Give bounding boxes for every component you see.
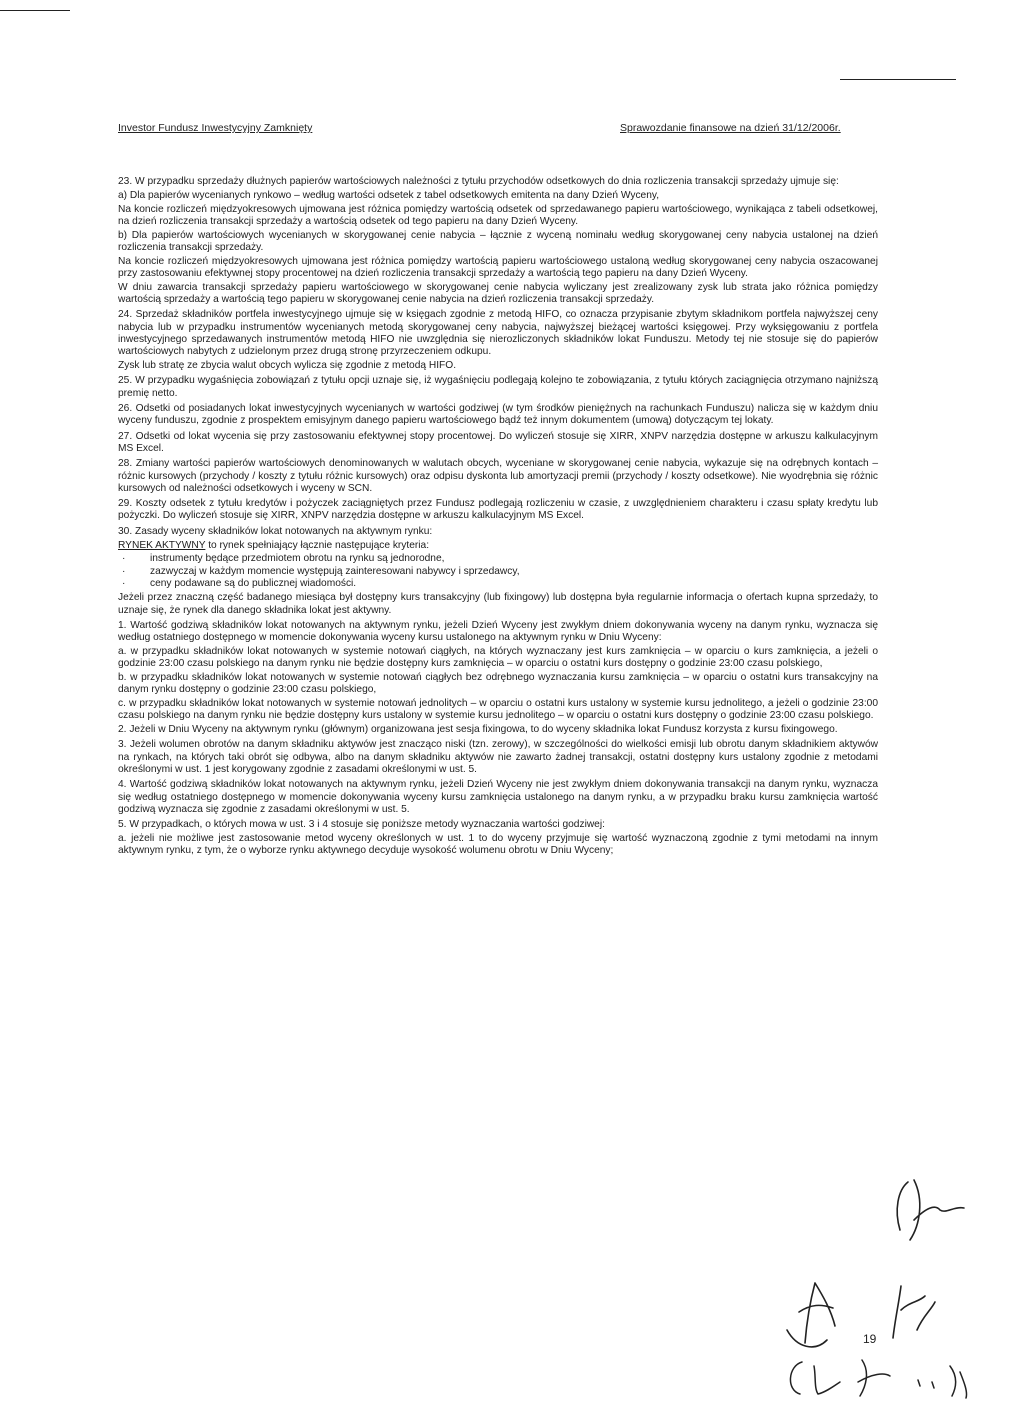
- criteria-item: · zazwyczaj w każdym momencie występują zainteresowani nabywcy i sprzedawcy,: [118, 566, 878, 578]
- paragraph: Na koncie rozliczeń międzyokresowych ujmowana jest różnica pomiędzy wartością papieru wartościowego ustaloną według skorygowanej ceny nabycia oszacowanej przy zastosowaniu efektywnej stopy procentowej na dzień rozliczenia transakcji sprzedaży a wartością tego papieru na dany Dzień Wyceny.: [118, 255, 878, 280]
- paragraph: 1. Wartość godziwą składników lokat notowanych na aktywnym rynku, jeżeli Dzień Wyceny jest zwykłym dniem dokonywania wyceny na danym rynku, wyznacza się według ostatniego dostępnego w momencie dokonywania wyceny kursu ustalonego na aktywnym rynku w Dniu Wyceny:: [118, 619, 878, 644]
- signature-initials-middle: [775, 1268, 945, 1358]
- paragraph: Na koncie rozliczeń międzyokresowych ujmowana jest różnica pomiędzy wartością odsetek od sprzedawanego papieru wartościowego, wynikająca z tabeli odsetkowej, na dzień rozliczenia transakcji sprzedaży a wartością odsetek od tego papieru na dany Dzień Wyceny.: [118, 203, 878, 227]
- document-body: [118, 176, 878, 859]
- paragraph: 23. W przypadku sprzedaży dłużnych papierów wartościowych należności z tytułu przychodów odsetkowych do dnia rozliczenia transakcji sprzedaży ujmuje się:: [118, 176, 839, 187]
- paragraph: Zysk lub stratę ze zbycia walut obcych wylicza się zgodnie z metodą HIFO.: [118, 360, 457, 372]
- paragraph: 4. Wartość godziwą składników lokat notowanych na aktywnym rynku, jeżeli Dzień Wyceny nie jest zwykłym dniem dokonywania transakcji na danym rynku, wyznacza się według ostatniego dostępnego w momencie dokonywania wyceny kursu zamknięcia ustalonego na danym rynku, a w przypadku braku kursu zamknięcia wartość godziwą wyznacza się zgodnie z zasadami określonymi w ust. 5.: [118, 779, 878, 815]
- market-definition: [118, 540, 878, 552]
- paragraph: Jeżeli przez znaczną część badanego miesiąca był dostępny kurs transakcyjny (lub fixingowy) lub dostępna była regularnie informacja o ofertach kupna sprzedaży, to uznaje się, że rynek dla danego składnika lokat jest aktywny.: [118, 592, 878, 616]
- paragraph: 3. Jeżeli wolumen obrotów na danym składniku aktywów jest znacząco niski (tzn. zerowy), w szczególności do wielkości emisji lub obrotu danym składnikiem aktywów na rynkach, na których taki obrót się odbywa, albo na danym składniku aktywów nie zawarto żadnej transakcji, ostatni dostępny kurs ustalony zgodnie z metodami określonymi w ust. 1 jest korygowany zgodnie z zasadami określonymi w ust. 5.: [118, 739, 878, 776]
- page-number: 19: [863, 1332, 877, 1346]
- paragraph: 2. Jeżeli w Dniu Wyceny na aktywnym rynku (głównym) organizowana jest sesja fixingowa, to do wyceny składnika lokat Fundusz korzysta z kursu fixingowego.: [118, 724, 838, 736]
- signature-bottom: [780, 1352, 1000, 1402]
- top-rule: [0, 10, 70, 11]
- paragraph: 26. Odsetki od posiadanych lokat inwestycyjnych wycenianych w wartości godziwej (w tym środków pieniężnych na rachunkach Funduszu) nalicza się w każdym dniu wyceny funduszu, zgodnie z prospektem emisyjnym danego papieru wartościowego bądź też innym dokumentem (umową) dotyczącym tej lokaty.: [118, 403, 878, 427]
- paragraph: 27. Odsetki od lokat wycenia się przy zastosowaniu efektywnej stopy procentowej. Do wyliczeń stosuje się XIRR, XNPV narzędzia dostępne w arkuszu kalkulacyjnym MS Excel.: [118, 430, 878, 454]
- header-report-title: Sprawozdanie finansowe na dzień 31/12/2006r.: [620, 122, 841, 134]
- paragraph: a. jeżeli nie możliwe jest zastosowanie metod wyceny określonych w ust. 1 to do wyceny przyjmuje się wartość wyznaczoną zgodnie z tymi metodami na innym aktywnym rynku, z tym, że o wyborze rynku aktywnego decyduje wysokość wolumenu obrotu w Dniu Wyceny;: [118, 833, 878, 857]
- market-term-rest: to rynek spełniający łącznie następujące kryteria:: [205, 539, 430, 551]
- paragraph: W dniu zawarcia transakcji sprzedaży papieru wartościowego w skorygowanej cenie nabycia wyliczany jest zrealizowany zysk lub strata jako różnica pomiędzy wartością sprzedaży a wartością tego papieru w skorygowanej cenie nabycia na dzień rozliczenia transakcji sprzedaży.: [118, 281, 878, 306]
- paragraph: 30. Zasady wyceny składników lokat notowanych na aktywnym rynku:: [118, 525, 433, 537]
- signature-initials-top: [880, 1170, 1020, 1250]
- criteria-item: · ceny podawane są do publicznej wiadomości.: [118, 578, 878, 590]
- paragraph: b) Dla papierów wartościowych wycenianych w skorygowanej cenie nabycia – łącznie z wyceną nominału według skorygowanej ceny nabycia ustalonej na dzień rozliczenia transakcji sprzedaży.: [118, 229, 878, 253]
- criteria-list: [118, 553, 878, 590]
- paragraph: c. w przypadku składników lokat notowanych w systemie notowań jednolitych – w oparciu o ostatni kurs ustalony w systemie kursu jednolitego, a jeżeli o godzinie 23:00 czasu polskiego na danym rynku nie będzie dostępny kurs ustalony w systemie kursu jednolitego – w oparciu o ostatni kurs dostępny o godzinie 23:00 czasu polskiego.: [118, 698, 878, 722]
- market-term: RYNEK AKTYWNY: [118, 539, 206, 551]
- top-rule-right: [840, 79, 956, 80]
- paragraph: 29. Koszty odsetek z tytułu kredytów i pożyczek zaciągniętych przez Fundusz podlegają rozliczeniu w czasie, z uwzględnieniem charakteru i czasu spłaty kredytu lub pożyczki. Do wyliczeń stosuje się XIRR, XNPV narzędzia dostępne w arkuszu kalkulacyjnym MS Excel.: [118, 498, 878, 522]
- criteria-item: · instrumenty będące przedmiotem obrotu na rynku są jednorodne,: [118, 553, 878, 565]
- paragraph: b. w przypadku składników lokat notowanych w systemie notowań ciągłych bez odrębnego wyznaczania kursu zamknięcia – w oparciu o ostatni kurs transakcyjny na danym rynku dostępny o godzinie 23:00 czasu polskiego,: [118, 671, 878, 696]
- paragraph: a. w przypadku składników lokat notowanych w systemie notowań ciągłych, na których wyznaczany jest kurs zamknięcia – w oparciu o kurs zamknięcia, a jeżeli o godzinie 23:00 czasu polskiego na danym rynku nie będzie dostępny kurs zamknięcia – w oparciu o ostatni kurs dostępny o godzinie 23:00 czasu polskiego,: [118, 645, 878, 670]
- paragraph: a) Dla papierów wycenianych rynkowo – według wartości odsetek z tabel odsetkowych emitenta na dany Dzień Wyceny,: [118, 189, 660, 201]
- paragraph: 25. W przypadku wygaśnięcia zobowiązań z tytułu opcji uznaje się, iż wygaśnięciu podlegają kolejno te zobowiązania, z tytułu których zaciągnięcia otrzymano najniższą premię netto.: [118, 375, 878, 399]
- paragraph: 24. Sprzedaż składników portfela inwestycyjnego ujmuje się w księgach zgodnie z metodą HIFO, co oznacza przypisanie zbytym składnikom portfela najwyższej ceny nabycia lub w przypadku instrumentów wycenianych metodą skorygowanej ceny nabycia, najwyższej bieżącej wartości księgowej. Przy wyksięgowaniu z portfela inwestycyjnego sprzedawanych instrumentów metodą HIFO nie uwzględnia się nierozliczonych składników lokat Funduszu. Metody tej nie stosuje się do papierów wartościowych nabytych z udzielonym przez drugą stronę przyrzeczeniem odkupu.: [118, 309, 878, 358]
- paragraph: 28. Zmiany wartości papierów wartościowych denominowanych w walutach obcych, wyceniane w skorygowanej cenie nabycia, wykazuje się na odrębnych kontach – różnic kursowych (przychody / koszty z tytułu różnic kursowych) oraz odpisu dyskonta lub amortyzacji premii (przychody / koszty odsetkowe). Nie wyodrębnia się różnic kursowych od należności odsetkowych i wyceny w SCN.: [118, 458, 878, 494]
- paragraph: 5. W przypadkach, o których mowa w ust. 3 i 4 stosuje się poniższe metody wyznaczania wartości godziwej:: [118, 819, 605, 831]
- header-fund-name: Investor Fundusz Inwestycyjny Zamknięty: [118, 122, 313, 134]
